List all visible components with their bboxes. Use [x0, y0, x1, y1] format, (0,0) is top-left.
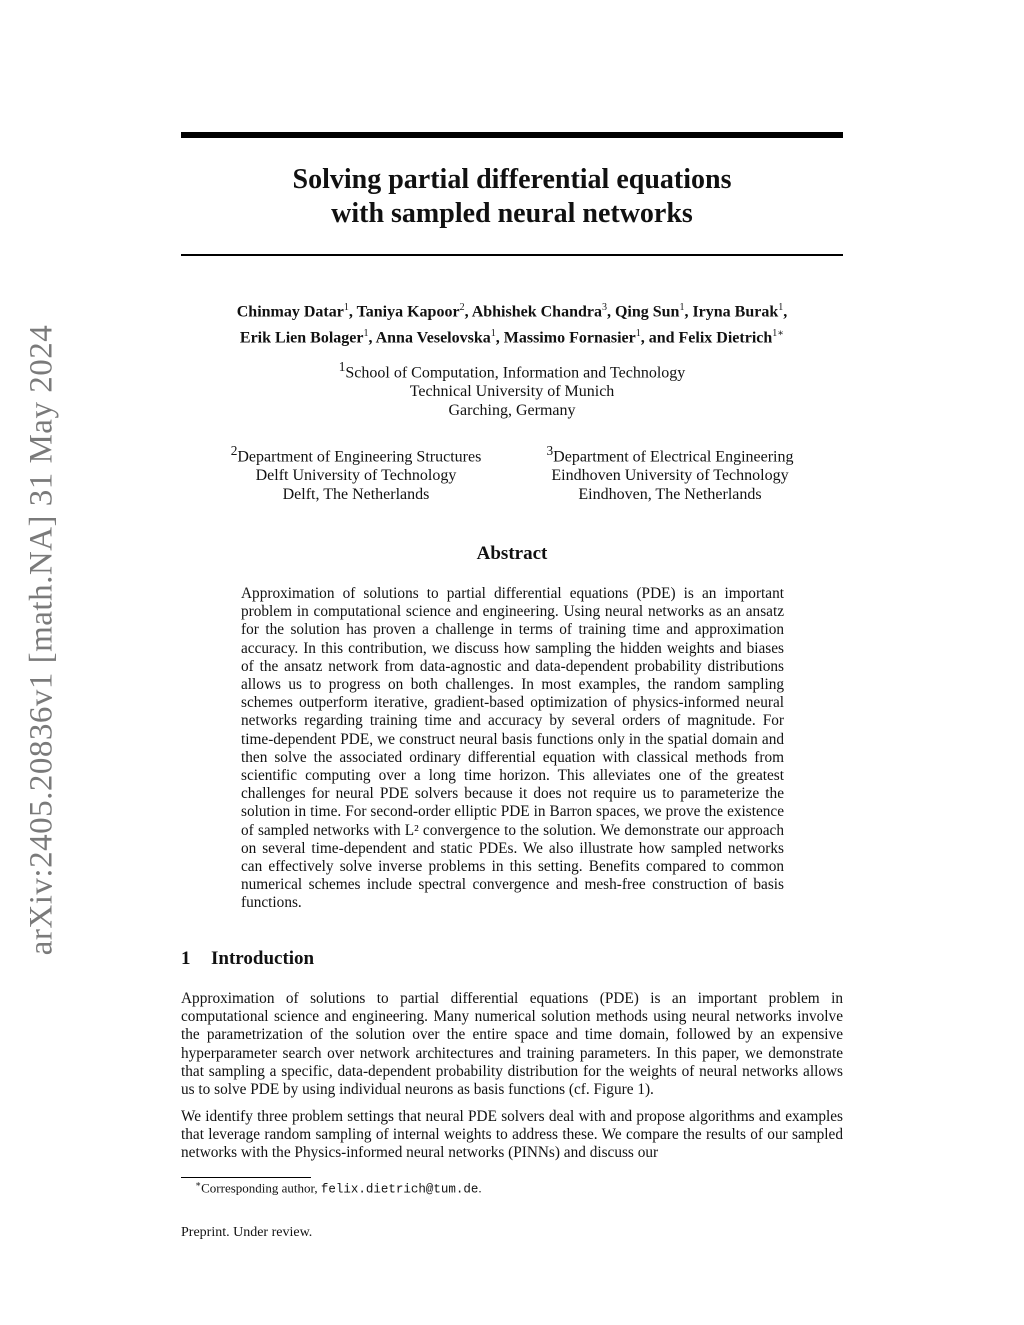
affiliation-text: School of Computation, Information and Technology	[345, 364, 686, 382]
author-name: Massimo Fornasier	[503, 329, 636, 347]
abstract-heading: Abstract	[476, 543, 548, 564]
affiliation-sup: 1	[338, 359, 346, 374]
title-line-2: with sampled neural networks	[331, 198, 693, 229]
affiliation-1	[181, 357, 843, 420]
paper-title	[181, 163, 843, 231]
affiliation-line: Eindhoven University of Technology	[551, 467, 789, 485]
affiliation-sup: 3	[546, 443, 554, 458]
author-name: Qing Sun	[614, 303, 680, 321]
author-sup: 1	[635, 328, 641, 340]
affiliation-line: Delft University of Technology	[255, 467, 457, 485]
author-sup: 1	[778, 302, 784, 313]
author-name: Taniya Kapoor	[356, 303, 460, 321]
section-title: Introduction	[211, 948, 315, 969]
author-sup: 1	[679, 302, 685, 313]
affiliation-line	[181, 357, 843, 382]
footnote-end: .	[478, 1180, 482, 1196]
section-number: 1	[181, 948, 191, 969]
author-sup: 1	[343, 302, 349, 313]
title-bottom-rule	[181, 254, 843, 256]
affiliation-line	[191, 441, 521, 466]
author-name: Chinmay Datar	[236, 303, 344, 321]
author-name: Felix Dietrich	[678, 329, 773, 347]
footnote-text: Corresponding author,	[201, 1180, 321, 1196]
affiliation-line: Delft, The Netherlands	[282, 486, 430, 504]
intro-paragraph-1: Approximation of solutions to partial differential equations (PDE) is an important problem in computational science and engineering. Many numerical solution methods using neural networks involve the parametrization of the solution over the entire space and time domain, followed by an expensive hyperparameter search over network architectures and training parameters. In this paper, we demonstrate that sampling a specific, data-dependent probability distribution for the weights of neural networks allows us to solve PDE by using individual neurons as basis functions (cf. Figure 1).	[181, 990, 843, 1099]
affiliation-3	[505, 441, 835, 504]
author-name: Abhishek Chandra	[471, 303, 602, 321]
preprint-note: Preprint. Under review.	[181, 1225, 313, 1240]
author-line-2: Erik Lien Bolager$^1$, Anna Veselovska$^1$, Massimo Fornasier$^1$, and Felix Dietrich$^{1∗}$	[239, 328, 785, 347]
footnote	[195, 1179, 482, 1196]
affiliation-line: Technical University of Munich	[409, 383, 615, 401]
author-sup: 1∗	[772, 328, 785, 340]
arxiv-stamp: arXiv:2405.20836v1 [math.NA] 31 May 2024	[23, 324, 60, 956]
author-name: Erik Lien Bolager	[239, 329, 364, 347]
affiliation-line	[505, 441, 835, 466]
author-line-1: Chinmay Datar$^1$, Taniya Kapoor$^2$, Abhishek Chandra$^3$, Qing Sun$^1$, Iryna Burak$^1$,	[236, 302, 788, 321]
author-sup: 1	[490, 328, 496, 340]
intro-paragraph-2: We identify three problem settings that neural PDE solvers deal with and propose algorithms and examples that leverage random sampling of internal weights to address these. We compare the results of our sampled networks with the Physics-informed neural networks (PINNs) and discuss our	[181, 1108, 843, 1162]
author-name: Anna Veselovska	[375, 329, 491, 347]
author-sup: 1	[363, 328, 369, 340]
affiliation-line: Eindhoven, The Netherlands	[578, 486, 762, 504]
author-list	[181, 297, 843, 350]
section-heading	[181, 948, 314, 970]
abstract-body: Approximation of solutions to partial differential equations (PDE) is an important problem in computational science and engineering. Using neural networks as an ansatz for the solution has proven a challenge in terms of training time and approximation accuracy. In this contribution, we discuss how sampling the hidden weights and biases of the ansatz network from data-agnostic and data-dependent probability distributions allows us to progress on both challenges. In most examples, the random sampling schemes outperform iterative, gradient-based optimization of physics-informed neural networks regarding training time and accuracy by several orders of magnitude. For time-dependent PDE, we construct neural basis functions only in the spatial domain and then solve the associated ordinary differential equation with classical methods from scientific computing over a long time horizon. This alleviates one of the greatest challenges for neural PDE solvers because it does not require us to parameterize the solution in time. For second-order elliptic PDE in Barron spaces, we prove the existence of sampled networks with L² convergence to the solution. We demonstrate our approach on several time-dependent and static PDEs. We also illustrate how sampled networks can effectively solve inverse problems in this setting. Benefits compared to common numerical schemes include spectral convergence and mesh-free construction of basis functions.	[241, 585, 784, 912]
author-sup: 2	[459, 302, 465, 313]
affiliation-text: Department of Electrical Engineering	[553, 448, 794, 466]
affiliation-text: Department of Engineering Structures	[237, 448, 482, 466]
footnote-rule	[181, 1177, 311, 1178]
title-top-rule	[181, 132, 843, 138]
author-name: Iryna Burak	[692, 303, 779, 321]
title-line-1: Solving partial differential equations	[292, 164, 732, 195]
affiliation-sup: 2	[230, 443, 238, 458]
author-and: and	[648, 329, 675, 347]
footnote-mark: ∗	[195, 1179, 202, 1189]
footnote-email[interactable]: felix.dietrich@tum.de	[320, 1182, 479, 1197]
affiliation-line: Garching, Germany	[448, 402, 576, 420]
affiliation-2	[191, 441, 521, 504]
author-sup: 3	[601, 302, 607, 313]
